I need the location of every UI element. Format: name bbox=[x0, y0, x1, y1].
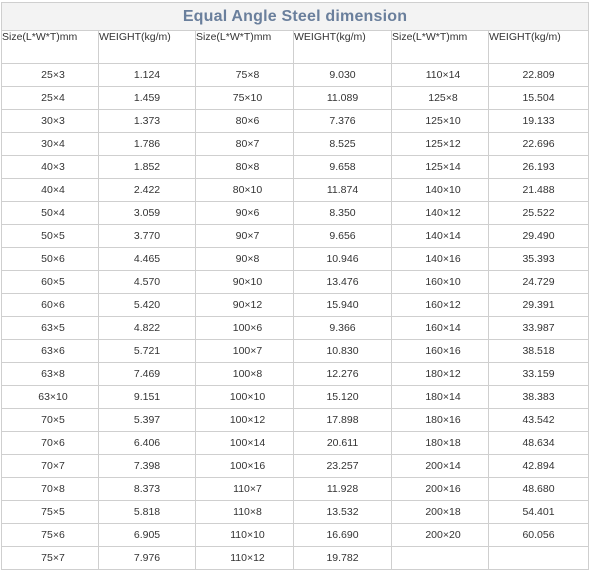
size-cell bbox=[392, 547, 489, 570]
weight-cell: 1.373 bbox=[99, 110, 196, 133]
size-cell: 80×6 bbox=[196, 110, 294, 133]
table-row bbox=[2, 409, 589, 432]
weight-cell: 7.398 bbox=[99, 455, 196, 478]
table-row bbox=[2, 478, 589, 501]
weight-cell: 6.406 bbox=[99, 432, 196, 455]
column-header-weight: WEIGHT(kg/m) bbox=[99, 31, 196, 64]
weight-cell: 54.401 bbox=[489, 501, 589, 524]
size-cell: 125×10 bbox=[392, 110, 489, 133]
size-cell: 80×8 bbox=[196, 156, 294, 179]
size-cell: 70×5 bbox=[2, 409, 99, 432]
size-cell: 50×4 bbox=[2, 202, 99, 225]
weight-cell: 42.894 bbox=[489, 455, 589, 478]
size-cell: 110×14 bbox=[392, 64, 489, 87]
size-cell: 90×7 bbox=[196, 225, 294, 248]
weight-cell: 22.809 bbox=[489, 64, 589, 87]
table-title: Equal Angle Steel dimension bbox=[2, 3, 589, 31]
table-row bbox=[2, 455, 589, 478]
weight-cell: 16.690 bbox=[294, 524, 392, 547]
column-header-size: Size(L*W*T)mm bbox=[392, 31, 489, 64]
size-cell: 75×10 bbox=[196, 87, 294, 110]
size-cell: 75×8 bbox=[196, 64, 294, 87]
size-cell: 110×8 bbox=[196, 501, 294, 524]
weight-cell: 5.721 bbox=[99, 340, 196, 363]
weight-cell: 1.459 bbox=[99, 87, 196, 110]
table-row bbox=[2, 340, 589, 363]
weight-cell: 5.818 bbox=[99, 501, 196, 524]
size-cell: 90×10 bbox=[196, 271, 294, 294]
weight-cell: 8.350 bbox=[294, 202, 392, 225]
weight-cell: 21.488 bbox=[489, 179, 589, 202]
size-cell: 70×6 bbox=[2, 432, 99, 455]
size-cell: 100×16 bbox=[196, 455, 294, 478]
size-cell: 110×7 bbox=[196, 478, 294, 501]
size-cell: 50×6 bbox=[2, 248, 99, 271]
table-body bbox=[2, 64, 589, 570]
weight-cell: 5.397 bbox=[99, 409, 196, 432]
table-row bbox=[2, 248, 589, 271]
size-cell: 180×16 bbox=[392, 409, 489, 432]
weight-cell: 3.059 bbox=[99, 202, 196, 225]
weight-cell: 10.946 bbox=[294, 248, 392, 271]
weight-cell: 2.422 bbox=[99, 179, 196, 202]
weight-cell: 15.504 bbox=[489, 87, 589, 110]
table-row bbox=[2, 87, 589, 110]
size-cell: 70×8 bbox=[2, 478, 99, 501]
weight-cell: 48.680 bbox=[489, 478, 589, 501]
size-cell: 63×6 bbox=[2, 340, 99, 363]
table-row bbox=[2, 547, 589, 570]
weight-cell: 6.905 bbox=[99, 524, 196, 547]
table-row bbox=[2, 156, 589, 179]
size-cell: 160×16 bbox=[392, 340, 489, 363]
table-row bbox=[2, 294, 589, 317]
weight-cell: 13.476 bbox=[294, 271, 392, 294]
table-row bbox=[2, 133, 589, 156]
size-cell: 180×14 bbox=[392, 386, 489, 409]
header-row bbox=[2, 31, 589, 64]
size-cell: 140×16 bbox=[392, 248, 489, 271]
size-cell: 30×3 bbox=[2, 110, 99, 133]
weight-cell: 7.976 bbox=[99, 547, 196, 570]
size-cell: 70×7 bbox=[2, 455, 99, 478]
table-container bbox=[1, 2, 588, 570]
size-cell: 100×14 bbox=[196, 432, 294, 455]
weight-cell: 11.928 bbox=[294, 478, 392, 501]
weight-cell: 11.874 bbox=[294, 179, 392, 202]
size-cell: 63×10 bbox=[2, 386, 99, 409]
table-row bbox=[2, 179, 589, 202]
weight-cell: 60.056 bbox=[489, 524, 589, 547]
weight-cell: 3.770 bbox=[99, 225, 196, 248]
column-header-size: Size(L*W*T)mm bbox=[196, 31, 294, 64]
size-cell: 100×7 bbox=[196, 340, 294, 363]
weight-cell: 38.383 bbox=[489, 386, 589, 409]
weight-cell: 10.830 bbox=[294, 340, 392, 363]
column-header-weight: WEIGHT(kg/m) bbox=[294, 31, 392, 64]
weight-cell: 19.133 bbox=[489, 110, 589, 133]
size-cell: 80×7 bbox=[196, 133, 294, 156]
table-row bbox=[2, 524, 589, 547]
table-row bbox=[2, 386, 589, 409]
size-cell: 30×4 bbox=[2, 133, 99, 156]
weight-cell: 15.940 bbox=[294, 294, 392, 317]
size-cell: 100×8 bbox=[196, 363, 294, 386]
weight-cell: 26.193 bbox=[489, 156, 589, 179]
size-cell: 180×12 bbox=[392, 363, 489, 386]
table-row bbox=[2, 110, 589, 133]
column-header-weight: WEIGHT(kg/m) bbox=[489, 31, 589, 64]
size-cell: 140×10 bbox=[392, 179, 489, 202]
table-row bbox=[2, 202, 589, 225]
weight-cell: 9.366 bbox=[294, 317, 392, 340]
weight-cell: 48.634 bbox=[489, 432, 589, 455]
weight-cell: 9.151 bbox=[99, 386, 196, 409]
size-cell: 90×8 bbox=[196, 248, 294, 271]
weight-cell: 17.898 bbox=[294, 409, 392, 432]
weight-cell: 13.532 bbox=[294, 501, 392, 524]
weight-cell: 1.852 bbox=[99, 156, 196, 179]
weight-cell: 9.656 bbox=[294, 225, 392, 248]
size-cell: 75×7 bbox=[2, 547, 99, 570]
size-cell: 125×12 bbox=[392, 133, 489, 156]
size-cell: 160×14 bbox=[392, 317, 489, 340]
weight-cell: 8.373 bbox=[99, 478, 196, 501]
size-cell: 200×18 bbox=[392, 501, 489, 524]
weight-cell: 33.987 bbox=[489, 317, 589, 340]
size-cell: 200×16 bbox=[392, 478, 489, 501]
weight-cell: 7.376 bbox=[294, 110, 392, 133]
weight-cell: 15.120 bbox=[294, 386, 392, 409]
weight-cell: 43.542 bbox=[489, 409, 589, 432]
weight-cell: 1.124 bbox=[99, 64, 196, 87]
size-cell: 100×10 bbox=[196, 386, 294, 409]
size-cell: 100×12 bbox=[196, 409, 294, 432]
table-row bbox=[2, 64, 589, 87]
size-cell: 125×14 bbox=[392, 156, 489, 179]
column-header-size: Size(L*W*T)mm bbox=[2, 31, 99, 64]
weight-cell: 4.822 bbox=[99, 317, 196, 340]
size-cell: 140×12 bbox=[392, 202, 489, 225]
size-cell: 50×5 bbox=[2, 225, 99, 248]
weight-cell: 22.696 bbox=[489, 133, 589, 156]
weight-cell: 20.611 bbox=[294, 432, 392, 455]
size-cell: 75×6 bbox=[2, 524, 99, 547]
weight-cell: 25.522 bbox=[489, 202, 589, 225]
size-cell: 90×12 bbox=[196, 294, 294, 317]
weight-cell: 23.257 bbox=[294, 455, 392, 478]
size-cell: 180×18 bbox=[392, 432, 489, 455]
table-row bbox=[2, 363, 589, 386]
size-cell: 80×10 bbox=[196, 179, 294, 202]
table-row bbox=[2, 432, 589, 455]
weight-cell: 35.393 bbox=[489, 248, 589, 271]
weight-cell: 11.089 bbox=[294, 87, 392, 110]
size-cell: 140×14 bbox=[392, 225, 489, 248]
weight-cell: 12.276 bbox=[294, 363, 392, 386]
weight-cell: 1.786 bbox=[99, 133, 196, 156]
weight-cell: 4.465 bbox=[99, 248, 196, 271]
weight-cell: 7.469 bbox=[99, 363, 196, 386]
table-row bbox=[2, 271, 589, 294]
size-cell: 110×10 bbox=[196, 524, 294, 547]
size-cell: 160×10 bbox=[392, 271, 489, 294]
size-cell: 25×4 bbox=[2, 87, 99, 110]
weight-cell: 33.159 bbox=[489, 363, 589, 386]
size-cell: 63×5 bbox=[2, 317, 99, 340]
weight-cell: 29.490 bbox=[489, 225, 589, 248]
weight-cell: 19.782 bbox=[294, 547, 392, 570]
title-row bbox=[2, 3, 589, 31]
size-cell: 100×6 bbox=[196, 317, 294, 340]
size-cell: 25×3 bbox=[2, 64, 99, 87]
size-cell: 160×12 bbox=[392, 294, 489, 317]
weight-cell: 8.525 bbox=[294, 133, 392, 156]
size-cell: 200×14 bbox=[392, 455, 489, 478]
weight-cell: 38.518 bbox=[489, 340, 589, 363]
weight-cell: 5.420 bbox=[99, 294, 196, 317]
size-cell: 63×8 bbox=[2, 363, 99, 386]
size-cell: 75×5 bbox=[2, 501, 99, 524]
size-cell: 90×6 bbox=[196, 202, 294, 225]
weight-cell bbox=[489, 547, 589, 570]
weight-cell: 29.391 bbox=[489, 294, 589, 317]
size-cell: 110×12 bbox=[196, 547, 294, 570]
table-row bbox=[2, 225, 589, 248]
table-row bbox=[2, 317, 589, 340]
size-cell: 40×4 bbox=[2, 179, 99, 202]
weight-cell: 24.729 bbox=[489, 271, 589, 294]
table-row bbox=[2, 501, 589, 524]
equal-angle-steel-table bbox=[1, 2, 589, 570]
size-cell: 60×6 bbox=[2, 294, 99, 317]
weight-cell: 9.030 bbox=[294, 64, 392, 87]
weight-cell: 4.570 bbox=[99, 271, 196, 294]
weight-cell: 9.658 bbox=[294, 156, 392, 179]
size-cell: 40×3 bbox=[2, 156, 99, 179]
size-cell: 60×5 bbox=[2, 271, 99, 294]
size-cell: 200×20 bbox=[392, 524, 489, 547]
size-cell: 125×8 bbox=[392, 87, 489, 110]
